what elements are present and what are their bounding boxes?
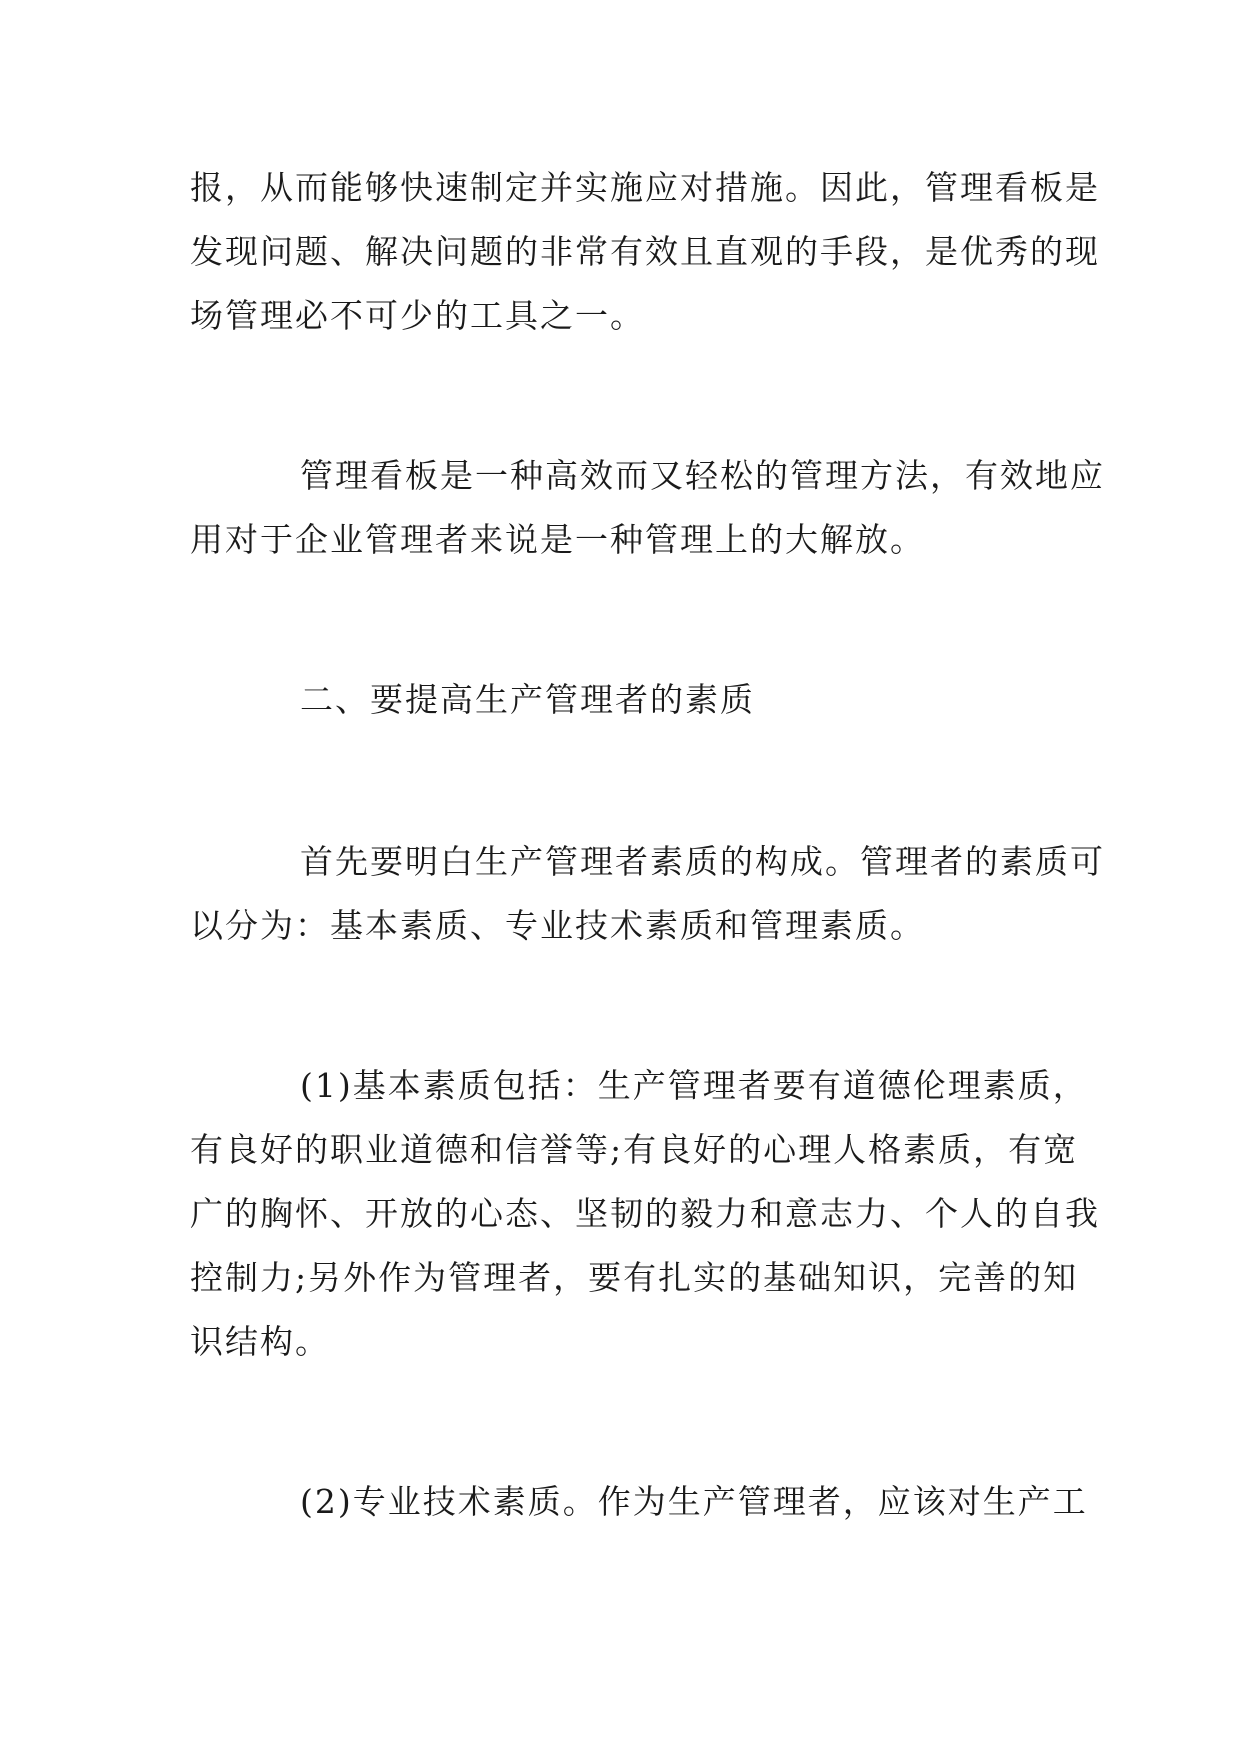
paragraph-line: 广的胸怀、开放的心态、坚韧的毅力和意志力、个人的自我 bbox=[190, 1194, 1100, 1233]
paragraph-line: 控制力;另外作为管理者，要有扎实的基础知识，完善的知 bbox=[190, 1258, 1079, 1297]
section-heading: 二、要提高生产管理者的素质 bbox=[300, 680, 755, 719]
paragraph-line: 识结构。 bbox=[190, 1322, 330, 1361]
paragraph-line: 发现问题、解决问题的非常有效且直观的手段，是优秀的现 bbox=[190, 232, 1100, 271]
paragraph-line: (1)基本素质包括：生产管理者要有道德伦理素质， bbox=[300, 1066, 1088, 1105]
paragraph-line: 场管理必不可少的工具之一。 bbox=[190, 296, 645, 335]
paragraph-line: 管理看板是一种高效而又轻松的管理方法，有效地应 bbox=[300, 456, 1105, 495]
paragraph-line: 报，从而能够快速制定并实施应对措施。因此，管理看板是 bbox=[190, 168, 1100, 207]
paragraph-line: 用对于企业管理者来说是一种管理上的大解放。 bbox=[190, 520, 925, 559]
paragraph-line: 以分为：基本素质、专业技术素质和管理素质。 bbox=[190, 906, 925, 945]
paragraph-line: 有良好的职业道德和信誉等;有良好的心理人格素质，有宽 bbox=[190, 1130, 1079, 1169]
paragraph-line: (2)专业技术素质。作为生产管理者，应该对生产工 bbox=[300, 1482, 1088, 1521]
paragraph-line: 首先要明白生产管理者素质的构成。管理者的素质可 bbox=[300, 842, 1105, 881]
